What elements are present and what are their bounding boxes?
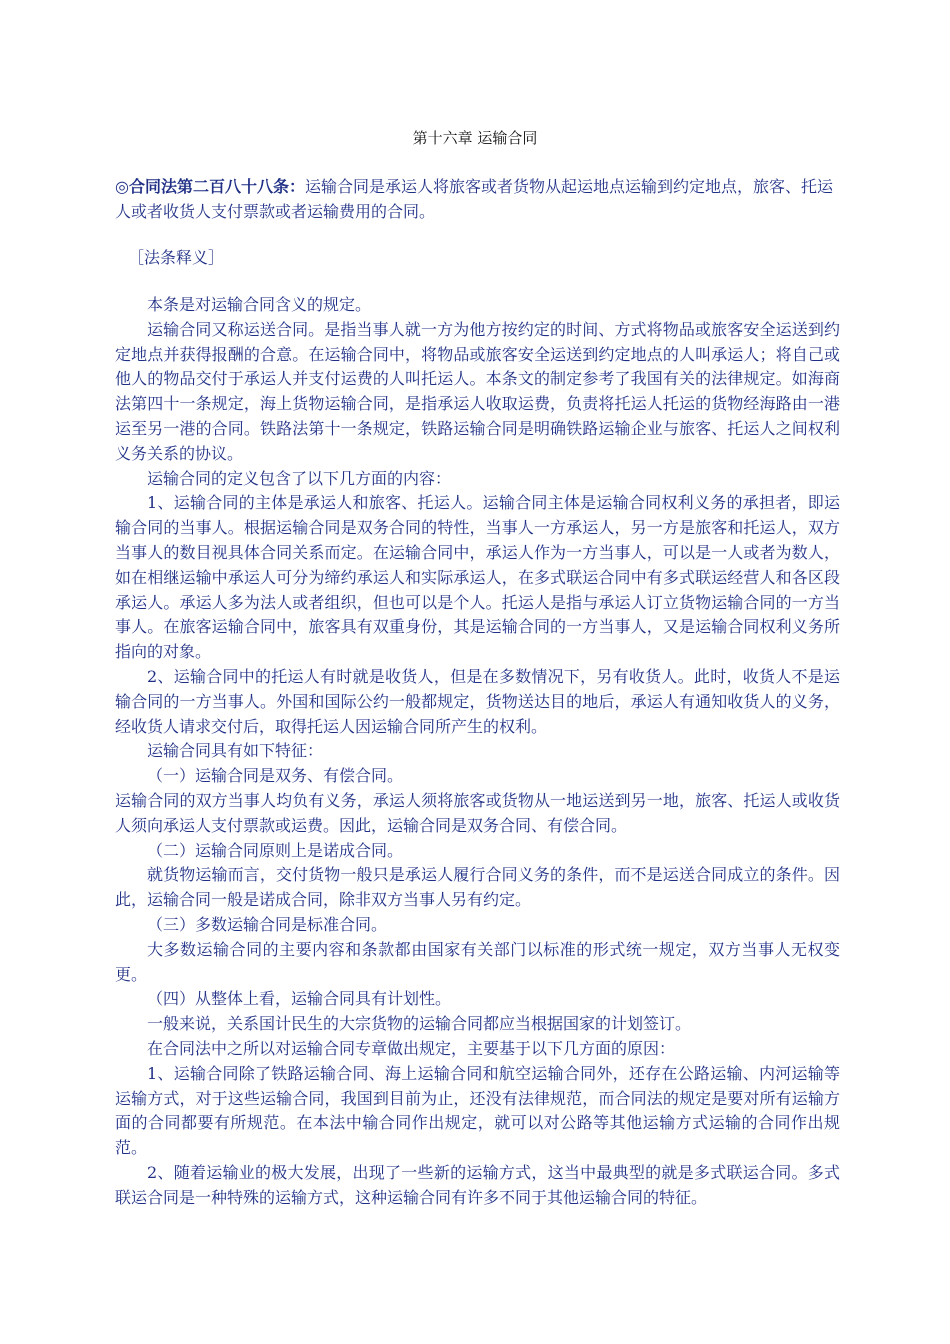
paragraph: 大多数运输合同的主要内容和条款都由国家有关部门以标准的形式统一规定，双方当事人无权变更。 [115,939,840,984]
paragraph: 一般来说，关系国计民生的大宗货物的运输合同都应当根据国家的计划签订。 [147,1014,692,1034]
interpretation-body [115,293,840,1210]
paragraph: （一）运输合同是双务、有偿合同。 [147,766,404,786]
paragraph: 在合同法中之所以对运输合同专章做出规定，主要基于以下几方面的原因： [147,1038,676,1058]
paragraph: 运输合同的双方当事人均负有义务，承运人须将旅客或货物从一地运送到另一地，旅客、托运人或收货人须向承运人支付票款或运费。因此，运输合同是双务合同、有偿合同。 [115,790,840,835]
paragraph: 本条是对运输合同含义的规定。 [147,295,372,314]
paragraph: 就货物运输而言，交付货物一般只是承运人履行合同义务的条件，而不是运送合同成立的条件。因此，运输合同一般是诺成合同，除非双方当事人另有约定。 [115,865,840,910]
chapter-title: 第十六章 运输合同 [412,129,538,147]
paragraph: 运输合同的定义包含了以下几方面的内容： [147,468,452,488]
article-label: ◎合同法第二百八十八条： [115,177,305,196]
paragraph: 1、运输合同的主体是承运人和旅客、托运人。运输合同主体是运输合同权利义务的承担者，即运输合同的当事人。根据运输合同是双务合同的特性，当事人一方承运人，另一方是旅客和托运人，双方当事人的数目视具体合同关系而定。在运输合同中，承运人作为一方当事人，可以是一人或者为数人，如在相继运输中承运人可分为缔约承运人和实际承运人，在多式联运合同中有多式联运经营人和各区段承运人。承运人多为法人或者组织，但也可以是个人。托运人是指与承运人订立货物运输合同的一方当事人。在旅客运输合同中，旅客具有双重身份，其是运输合同的一方当事人，又是运输合同权利义务所指向的对象。 [115,493,840,662]
article-text: 运输合同是承运人将旅客或者货物从起运地点运输到约定地点，旅客、托运人或者收货人支付票款或者运输费用的合同。 [115,177,833,221]
paragraph: 2、运输合同中的托运人有时就是收货人，但是在多数情况下，另有收货人。此时，收货人不是运输合同的一方当事人。外国和国际公约一般都规定，货物送达目的地后，承运人有通知收货人的义务，经收货人请求交付后，取得托运人因运输合同所产生的权利。 [115,666,840,736]
paragraph: （四）从整体上看，运输合同具有计划性。 [147,989,452,1009]
paragraph: （三）多数运输合同是标准合同。 [147,914,388,934]
paragraph: 运输合同具有如下特征： [147,741,324,761]
article-statement [115,174,837,224]
paragraph: 2、随着运输业的极大发展，出现了一些新的运输方式，这当中最典型的就是多式联运合同。多式联运合同是一种特殊的运输方式，这种运输合同有许多不同于其他运输合同的特征。 [115,1162,840,1207]
paragraph: 1、运输合同除了铁路运输合同、海上运输合同和航空运输合同外，还存在公路运输、内河运输等运输方式，对于这些运输合同，我国到目前为止，还没有法律规范，而合同法的规定是要对所有运输方面的合同都要有所规范。在本法中输合同作出规定，就可以对公路等其他运输方式运输的合同作出规范。 [115,1063,840,1158]
paragraph: 运输合同又称运送合同。是指当事人就一方为他方按约定的时间、方式将物品或旅客安全运送到约定地点并获得报酬的合意。在运输合同中，将物品或旅客安全运送到约定地点的人叫承运人；将自己或他人的物品交付于承运人并支付运费的人叫托运人。本条文的制定参考了我国有关的法律规定。如海商法第四十一条规定，海上货物运输合同，是指承运人收取运费，负责将托运人托运的货物经海路由一港运至另一港的合同。铁路法第十一条规定，铁路运输合同是明确铁路运输企业与旅客、托运人之间权利义务关系的协议。 [115,319,840,463]
paragraph: （二）运输合同原则上是诺成合同。 [147,840,404,860]
interpretation-heading: ［法条释义］ [128,248,225,267]
